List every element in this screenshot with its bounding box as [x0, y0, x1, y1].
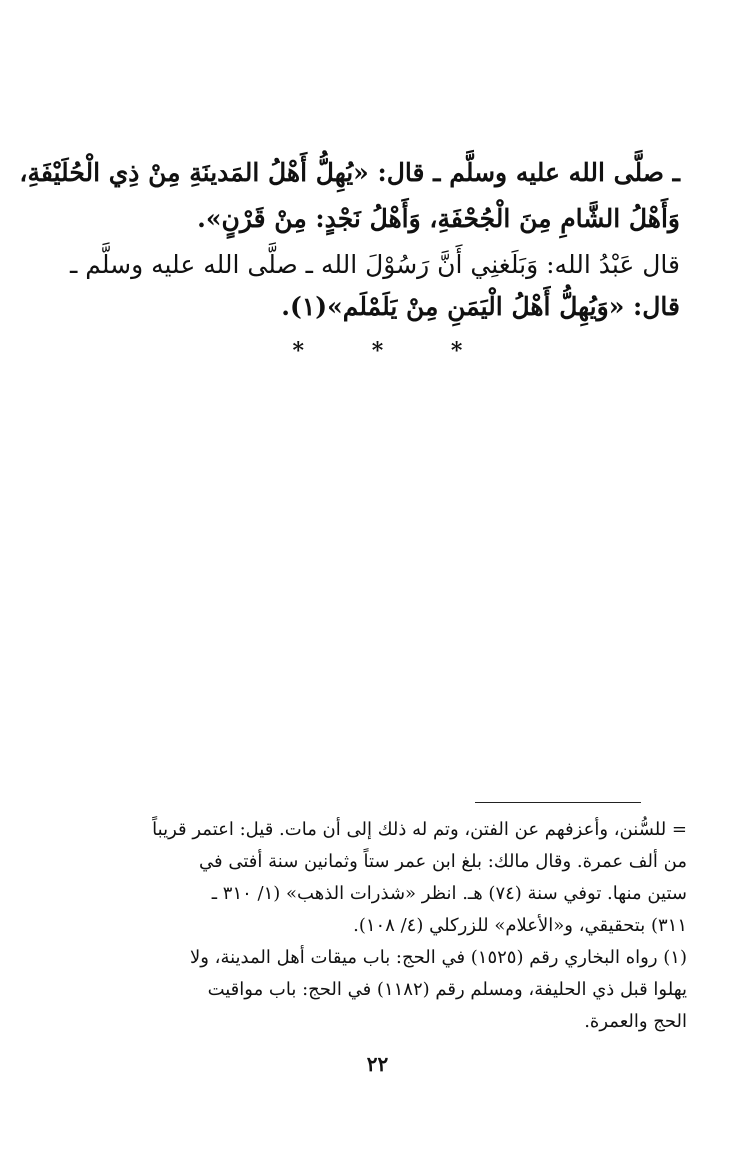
- footnote-line-7: الحج والعمرة.: [584, 1011, 687, 1032]
- main-line-4: قال: «وَيُهِلُّ أَهْلُ الْيَمَنِ مِنْ يَلَمْلَم»(١).: [281, 292, 680, 321]
- main-line-2: وَأَهْلُ الشَّامِ مِنَ الْجُحْفَةِ، وَأَهْلُ نَجْدٍ: مِنْ قَرْنٍ».: [197, 204, 680, 233]
- footnote-line-2: من ألف عمرة. وقال مالك: بلغ ابن عمر ستاً وثمانين سنة أفتى في: [199, 851, 687, 872]
- footnote-line-6: يهلوا قبل ذي الحليفة، ومسلم رقم (١١٨٢) في الحج: باب مواقيت: [207, 979, 687, 1000]
- separator-star: *: [371, 338, 384, 364]
- page-number: ٢٢: [366, 1052, 389, 1076]
- footnote-line-1: = للسُّنن، وأعزفهم عن الفتن، وتم له ذلك إلى أن مات. قيل: اعتمر قريباً: [152, 819, 687, 840]
- footnote-line-3: ستين منها. توفي سنة (٧٤) هـ. انظر «شذرات الذهب» (١/ ٣١٠ ـ: [211, 883, 687, 904]
- footnote-rule: [475, 802, 641, 803]
- separator-star: *: [450, 338, 463, 364]
- footnote-line-4: ٣١١) بتحقيقي، و«الأعلام» للزركلي (٤/ ١٠٨).: [353, 915, 687, 936]
- separator-star: *: [292, 338, 305, 364]
- footnote-line-5: (١) رواه البخاري رقم (١٥٢٥) في الحج: باب ميقات أهل المدينة، ولا: [189, 947, 687, 968]
- main-line-3: قال عَبْدُ الله: وَبَلَغنِي أَنَّ رَسُوْلَ الله ـ صلَّى الله عليه وسلَّم ـ: [69, 250, 680, 279]
- main-line-1: ـ صلَّى الله عليه وسلَّم ـ قال: «يُهِلُّ أَهْلُ المَدينَةِ مِنْ ذِي الْحُلَيْفَةِ،: [19, 158, 680, 187]
- section-separator: [0, 338, 755, 364]
